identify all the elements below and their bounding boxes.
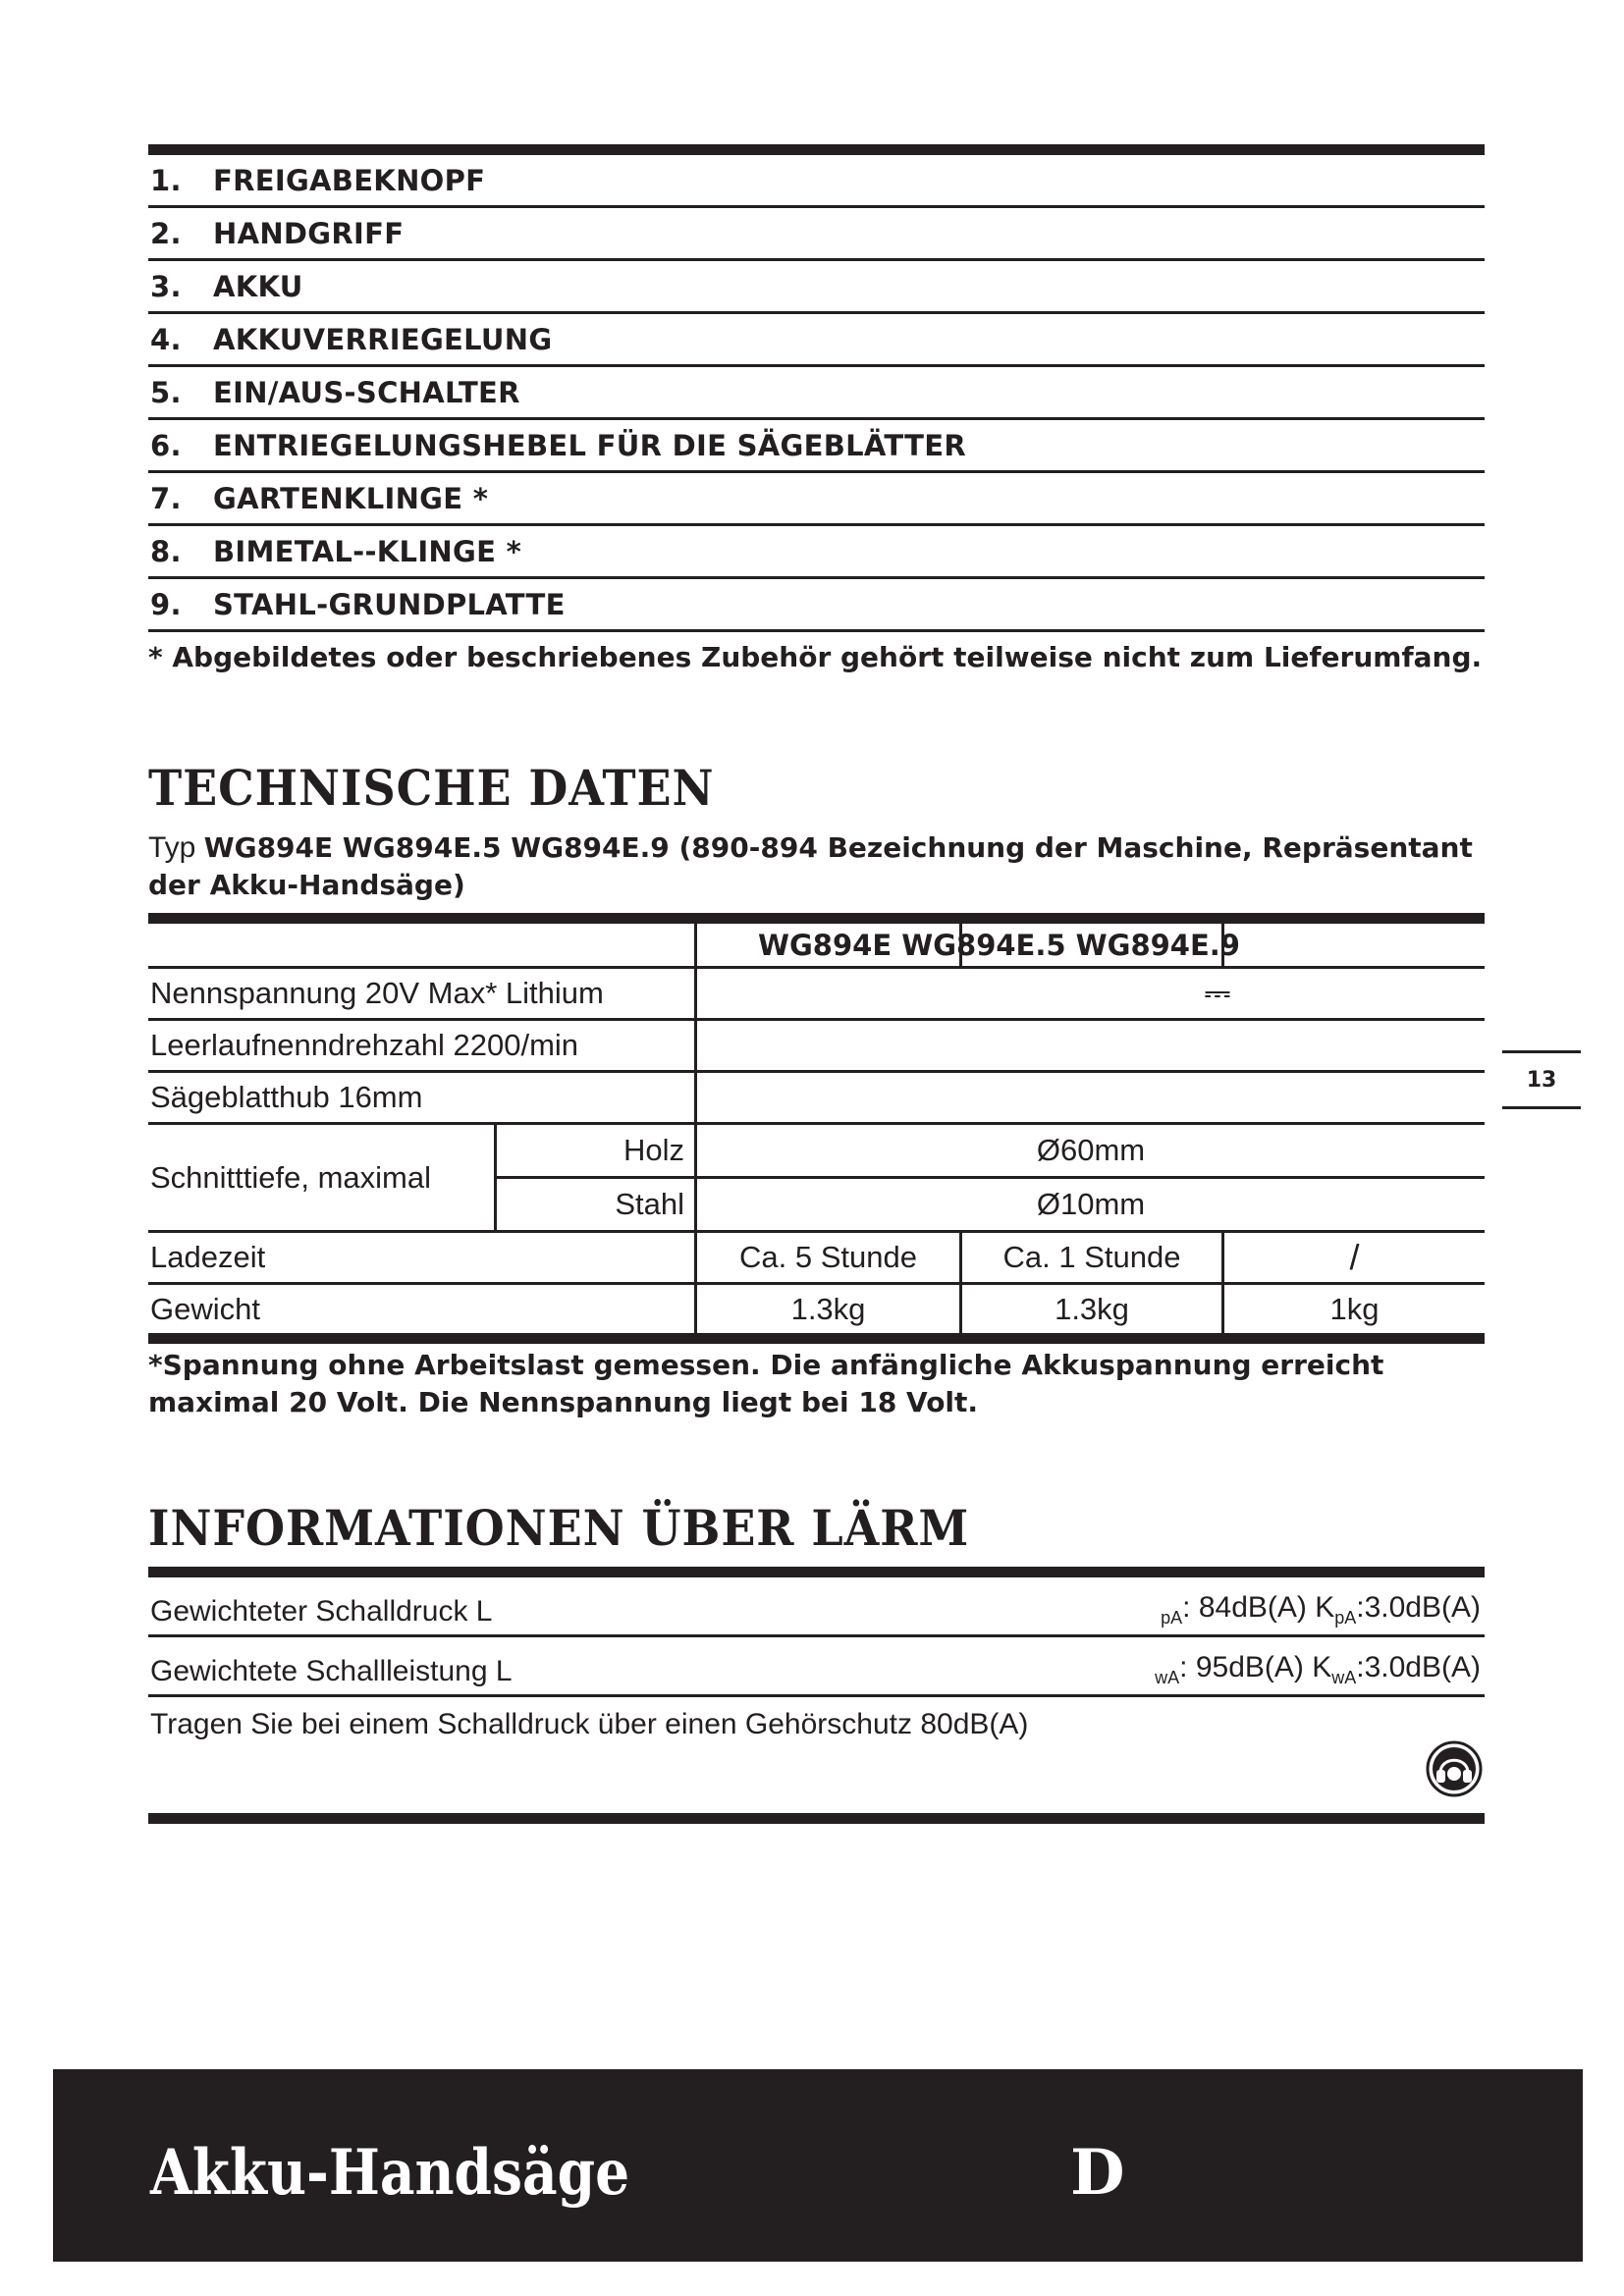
cut-wood-value: Ø60mm bbox=[1036, 1133, 1146, 1167]
part-label: FREIGABEKNOPF bbox=[213, 163, 486, 197]
noise-label: Gewichtete Schallleistung L bbox=[150, 1655, 513, 1687]
weight-value: 1kg bbox=[1329, 1291, 1380, 1326]
noise-row-pressure bbox=[148, 1577, 1485, 1637]
weight-value: 1.3kg bbox=[1055, 1291, 1129, 1326]
part-number: 6. bbox=[150, 428, 182, 462]
part-number: 3. bbox=[150, 269, 182, 303]
part-number: 1. bbox=[150, 163, 182, 197]
part-number: 5. bbox=[150, 375, 182, 409]
noise-value: $_{wA}$: 95dB(A) $K_{wA}:3.0dB(A)$ bbox=[1155, 1651, 1481, 1687]
footer-language: D bbox=[1070, 2136, 1125, 2210]
part-label: BIMETAL--KLINGE * bbox=[213, 534, 522, 568]
part-label: STAHL-GRUNDPLATTE bbox=[213, 587, 566, 621]
part-label: AKKUVERRIEGELUNG bbox=[213, 322, 553, 356]
speed-label: Leerlaufnenndrehzahl 2200/min bbox=[150, 1028, 579, 1062]
noise-value: $_{pA}$: 84dB(A) $K_{pA}:3.0dB(A)$ bbox=[1161, 1591, 1481, 1628]
dc-symbol: ⎓ bbox=[1204, 974, 1231, 1012]
stroke-label: Sägeblatthub 16mm bbox=[150, 1080, 423, 1114]
cut-wood-label: Holz bbox=[623, 1133, 684, 1167]
part-number: 2. bbox=[150, 216, 182, 250]
cut-depth-label: Schnitttiefe, maximal bbox=[150, 1159, 431, 1195]
voltage-note: *Spannung ohne Arbeitslast gemessen. Die anfängliche Akkuspannung erreicht maximal 20 Volt. Die Nennspannung liegt bei 18 Volt. bbox=[148, 1349, 1384, 1418]
charge-value: / bbox=[1349, 1237, 1360, 1277]
noise-bottom-rule bbox=[148, 1813, 1485, 1824]
weight-label: Gewicht bbox=[150, 1291, 260, 1326]
part-label: HANDGRIFF bbox=[213, 216, 405, 250]
part-label: EIN/AUS-SCHALTER bbox=[213, 375, 520, 409]
cut-steel-value: Ø10mm bbox=[1036, 1187, 1146, 1221]
noise-row-power bbox=[148, 1637, 1485, 1697]
page-number-rule bbox=[1502, 1106, 1581, 1109]
noise-label: Gewichteter Schalldruck L bbox=[150, 1595, 493, 1628]
part-number: 9. bbox=[150, 587, 182, 621]
parts-footnote: * Abgebildetes oder beschriebenes Zubehör gehört teilweise nicht zum Lieferumfang. bbox=[148, 641, 1483, 673]
ear-protection-icon bbox=[1426, 1740, 1483, 1797]
voltage-label: Nennspannung 20V Max* Lithium bbox=[150, 976, 604, 1010]
footer-title: Akku-Handsäge bbox=[150, 2136, 630, 2210]
noise-heading: INFORMATIONEN ÜBER LÄRM bbox=[148, 1499, 970, 1557]
part-number: 7. bbox=[150, 481, 182, 515]
hearing-protection-advice: Tragen Sie bei einem Schalldruck über einen Gehörschutz 80dB(A) bbox=[150, 1708, 1029, 1740]
tech-heading: TECHNISCHE DATEN bbox=[148, 759, 715, 817]
table-top-rule bbox=[148, 913, 1485, 924]
charge-value: Ca. 5 Stunde bbox=[739, 1240, 917, 1274]
table-header-models: WG894E WG894E.5 WG894E.9 bbox=[758, 928, 1240, 962]
part-label: GARTENKLINGE * bbox=[213, 481, 489, 515]
charge-label: Ladezeit bbox=[150, 1240, 266, 1274]
table-bottom-rule bbox=[148, 1333, 1485, 1344]
typ-models: WG894E WG894E.5 WG894E.9 (890-894 Bezeichnung der Maschine, Repräsentant der Akku-Handsäge) bbox=[148, 831, 1473, 901]
part-number: 8. bbox=[150, 534, 182, 568]
part-label: AKKU bbox=[213, 269, 303, 303]
charge-value: Ca. 1 Stunde bbox=[1002, 1240, 1181, 1274]
part-number: 4. bbox=[150, 322, 182, 356]
page-number: 13 bbox=[1526, 1067, 1557, 1093]
part-label: ENTRIEGELUNGSHEBEL FÜR DIE SÄGEBLÄTTER bbox=[213, 428, 966, 462]
cut-steel-label: Stahl bbox=[615, 1187, 684, 1221]
weight-value: 1.3kg bbox=[790, 1291, 866, 1326]
typ-prefix: Typ bbox=[148, 831, 196, 864]
noise-top-rule bbox=[148, 1567, 1485, 1577]
